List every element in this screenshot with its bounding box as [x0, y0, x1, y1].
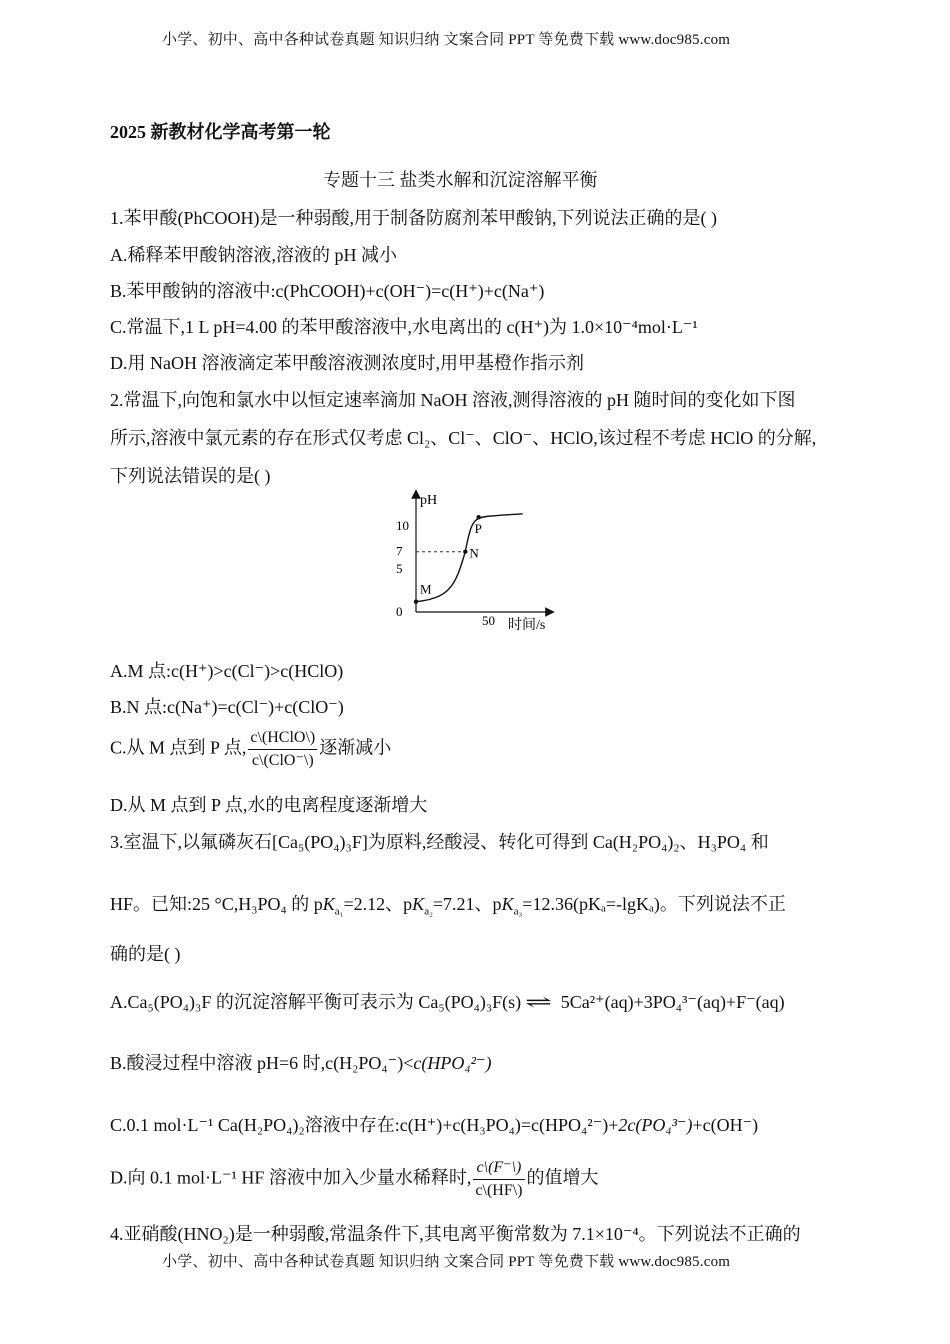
q1-option-d: D.用 NaOH 溶液滴定苯甲酸溶液测浓度时,用甲基橙作指示剂: [110, 353, 584, 373]
q3-option-a: [110, 988, 785, 1014]
ph-time-chart: [390, 488, 565, 636]
q3-stem-part: =2.12、p: [343, 894, 413, 914]
doc-subtitle: 专题十三 盐类水解和沉淀溶解平衡: [323, 170, 598, 190]
q3-option-b-italic: c(HPO₄²⁻): [413, 1053, 492, 1073]
ka-symbol: K: [412, 894, 425, 914]
q2-option-a: A.M 点:c(H⁺)>c(Cl⁻)>c(HClO): [110, 661, 344, 681]
x-tick-50: 50: [482, 613, 495, 628]
q1-stem: 1.苯甲酸(PhCOOH)是一种弱酸,用于制备防腐剂苯甲酸钠,下列说法正确的是( ): [110, 208, 717, 228]
point-label-n: N: [469, 545, 479, 561]
q3-stem-part: =7.21、p: [432, 894, 502, 914]
q2-option-c-fraction: [248, 728, 317, 771]
fraction-numerator: c\(HClO\): [248, 728, 317, 750]
q3-stem-part: HF。已知:25 °C,H₃PO₄ 的 p: [110, 894, 323, 914]
q3-stem-part: =12.36(pKₐ=-lgKₐ)。下列说法不正: [522, 894, 786, 914]
fraction-denominator: c\(HF\): [475, 1182, 523, 1199]
q1-option-a: A.稀释苯甲酸钠溶液,溶液的 pH 减小: [110, 245, 397, 265]
y-tick-5: 5: [396, 560, 403, 576]
q2-stem-line3: 下列说法错误的是( ): [110, 466, 271, 486]
ka-subscript: a₃: [513, 905, 523, 918]
page-footer: 小学、初中、高中各种试卷真题 知识归纳 文案合同 PPT 等免费下载 www.doc985.com: [162, 1254, 731, 1270]
q3-option-d-prefix: D.向 0.1 mol·L⁻¹ HF 溶液中加入少量水稀释时,: [110, 1167, 472, 1188]
q2-option-c-suffix: 逐渐减小: [319, 737, 392, 758]
q3-option-d-suffix: 的值增大: [526, 1167, 599, 1188]
q3-option-c-suffix: +c(OH⁻): [692, 1115, 759, 1135]
point-label-m: M: [420, 581, 432, 597]
doc-title: 2025 新教材化学高考第一轮: [110, 122, 331, 142]
y-tick-0: 0: [396, 604, 403, 619]
q2-option-c-prefix: C.从 M 点到 P 点,: [110, 737, 247, 758]
q3-option-b: [110, 1049, 492, 1075]
q1-option-b: B.苯甲酸钠的溶液中:c(PhCOOH)+c(OH⁻)=c(H⁺)+c(Na⁺): [110, 281, 545, 301]
q2-option-b: B.N 点:c(Na⁺)=c(Cl⁻)+c(ClO⁻): [110, 697, 344, 717]
y-axis-label: pH: [420, 493, 438, 508]
q3-option-d: [110, 1158, 599, 1201]
q3-option-b-prefix: B.酸浸过程中溶液 pH=6 时,c(H₂PO₄⁻)<: [110, 1053, 414, 1073]
point-m: [414, 599, 418, 603]
q3-option-c-italic: 2c(PO₄³⁻): [618, 1115, 693, 1135]
ka-subscript: a₂: [424, 905, 433, 918]
q2-stem-line2: 所示,溶液中氯元素的存在形式仅考虑 Cl₂、Cl⁻、ClO⁻、HClO,该过程不考虑 HClO 的分解,: [110, 428, 817, 448]
q3-stem-line2: [110, 890, 786, 916]
ka-symbol: K: [501, 894, 514, 914]
page-header: 小学、初中、高中各种试卷真题 知识归纳 文案合同 PPT 等免费下载 www.doc985.com: [162, 32, 731, 48]
q3-option-c: [110, 1111, 758, 1137]
point-p: [476, 515, 480, 519]
y-tick-7: 7: [396, 543, 403, 559]
q3-option-d-fraction: [473, 1158, 524, 1201]
ka-symbol: K: [322, 894, 335, 914]
q3-option-c-prefix: C.0.1 mol·L⁻¹ Ca(H₂PO₄)₂溶液中存在:c(H⁺)+c(H₃PO₄)=c(HPO₄²⁻)+: [110, 1115, 619, 1135]
q2-option-d: D.从 M 点到 P 点,水的电离程度逐渐增大: [110, 795, 428, 815]
q3-stem-line3: 确的是( ): [110, 944, 181, 964]
q3-option-a-suffix: 5Ca²⁺(aq)+3PO₄³⁻(aq)+F⁻(aq): [556, 992, 785, 1012]
fraction-numerator: c\(F⁻\): [473, 1158, 524, 1180]
point-n: [463, 549, 467, 553]
equilibrium-arrow: ⇌: [525, 992, 553, 1012]
q3-option-a-prefix: A.Ca₅(PO₄)₃F 的沉淀溶解平衡可表示为 Ca₅(PO₄)₃F(s): [110, 992, 522, 1012]
q1-option-c: C.常温下,1 L pH=4.00 的苯甲酸溶液中,水电离出的 c(H⁺)为 1.0×10⁻⁴mol·L⁻¹: [110, 317, 698, 337]
q2-stem-line1: 2.常温下,向饱和氯水中以恒定速率滴加 NaOH 溶液,测得溶液的 pH 随时间的变化如下图: [110, 390, 796, 410]
point-label-p: P: [474, 521, 482, 537]
q2-option-c: [110, 728, 391, 771]
ka-subscript: a₁: [334, 905, 344, 918]
q4-stem-line1: 4.亚硝酸(HNO₂)是一种弱酸,常温条件下,其电离平衡常数为 7.1×10⁻⁴。下列说法不正确的: [110, 1224, 801, 1244]
fraction-denominator: c\(ClO⁻\): [251, 752, 314, 769]
q3-stem-line1: 3.室温下,以氟磷灰石[Ca₅(PO₄)₃F]为原料,经酸浸、转化可得到 Ca(H₂PO₄)₂、H₃PO₄ 和: [110, 832, 769, 852]
y-tick-10: 10: [396, 517, 409, 533]
x-axis-label: 时间/s: [508, 618, 546, 633]
